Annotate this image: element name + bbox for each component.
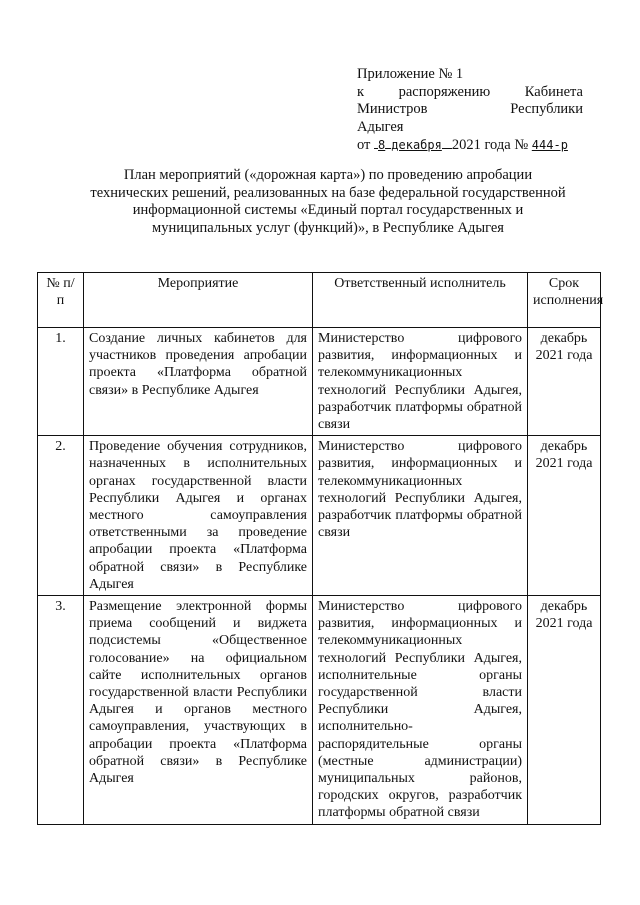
table-row — [38, 328, 601, 436]
appendix-ministers: Министров — [357, 101, 428, 117]
row-executor: Министерство цифрового развития, информационных и телекоммуникационных технологий Республики Адыгея, исполнительные органы государственной власти Республики Адыгея, исполнительно-распорядительные органы (местные администрации) муниципальных районов, городских округов, разработчик платформы обратной связи — [313, 596, 528, 825]
row-deadline: декабрь 2021 года — [528, 436, 601, 596]
date-underline-right — [442, 136, 452, 149]
order-number: 444-р — [531, 138, 568, 152]
row-num: 2. — [38, 436, 84, 596]
date-year: 2021 года — [451, 137, 511, 153]
table-header-row — [38, 273, 601, 328]
plan-table — [37, 272, 604, 825]
appendix-adygea: Адыгея — [357, 118, 404, 135]
header-event: Мероприятие — [84, 273, 313, 328]
row-event: Размещение электронной формы приема сообщений и виджета подсистемы «Общественное голосование» на официальном сайте исполнительных органов государственной власти Республики Адыгея и органов местного самоуправления, участвующих в апробации проекта «Платформа обратной связи» в Республике Адыгея — [84, 596, 313, 825]
appendix-k: к — [357, 83, 365, 100]
appendix-order: распоряжению — [398, 83, 491, 100]
table-row — [38, 596, 601, 825]
date-prefix: от — [357, 137, 371, 153]
table-row — [38, 436, 601, 596]
row-executor: Министерство цифрового развития, информационных и телекоммуникационных технологий Республики Адыгея, разработчик платформы обратной связи — [313, 328, 528, 436]
document-title: План мероприятий («дорожная карта») по проведению апробации технических решений, реализованных на базе федеральной государственной информационной системы «Единый портал государственных и муниципальных услуг (функций)», в Республике Адыгея — [90, 167, 566, 236]
header-executor: Ответственный исполнитель — [313, 273, 528, 328]
row-num: 3. — [38, 596, 84, 825]
row-deadline: декабрь 2021 года — [528, 328, 601, 436]
row-num: 1. — [38, 328, 84, 436]
row-event: Создание личных кабинетов для участников проведения апробации проекта «Платформа обратной связи» в Республике Адыгея — [84, 328, 313, 436]
number-sign: № — [514, 137, 529, 153]
date-month: декабря — [391, 138, 442, 152]
header-num: № п/п — [38, 273, 84, 328]
appendix-title: Приложение № 1 — [357, 66, 464, 82]
row-deadline: декабрь 2021 года — [528, 596, 601, 825]
row-event: Проведение обучения сотрудников, назначенных в исполнительных органах государственной власти Республики Адыгея и органах местного самоуправления ответственными за проведение апробации проекта «Платформа обратной связи» в Республике Адыгея — [84, 436, 313, 596]
appendix-republic: Республики — [510, 101, 583, 117]
appendix-line-2 — [357, 84, 583, 102]
row-executor: Министерство цифрового развития, информационных и телекоммуникационных технологий Республики Адыгея, разработчик платформы обратной связи — [313, 436, 528, 596]
date-day: 8 — [378, 138, 386, 152]
appendix-line-3 — [357, 101, 583, 119]
appendix-date-line — [357, 136, 583, 155]
appendix-cabinet: Кабинета — [524, 83, 583, 100]
appendix-block — [357, 66, 583, 155]
header-deadline: Срок исполнения — [528, 273, 601, 328]
